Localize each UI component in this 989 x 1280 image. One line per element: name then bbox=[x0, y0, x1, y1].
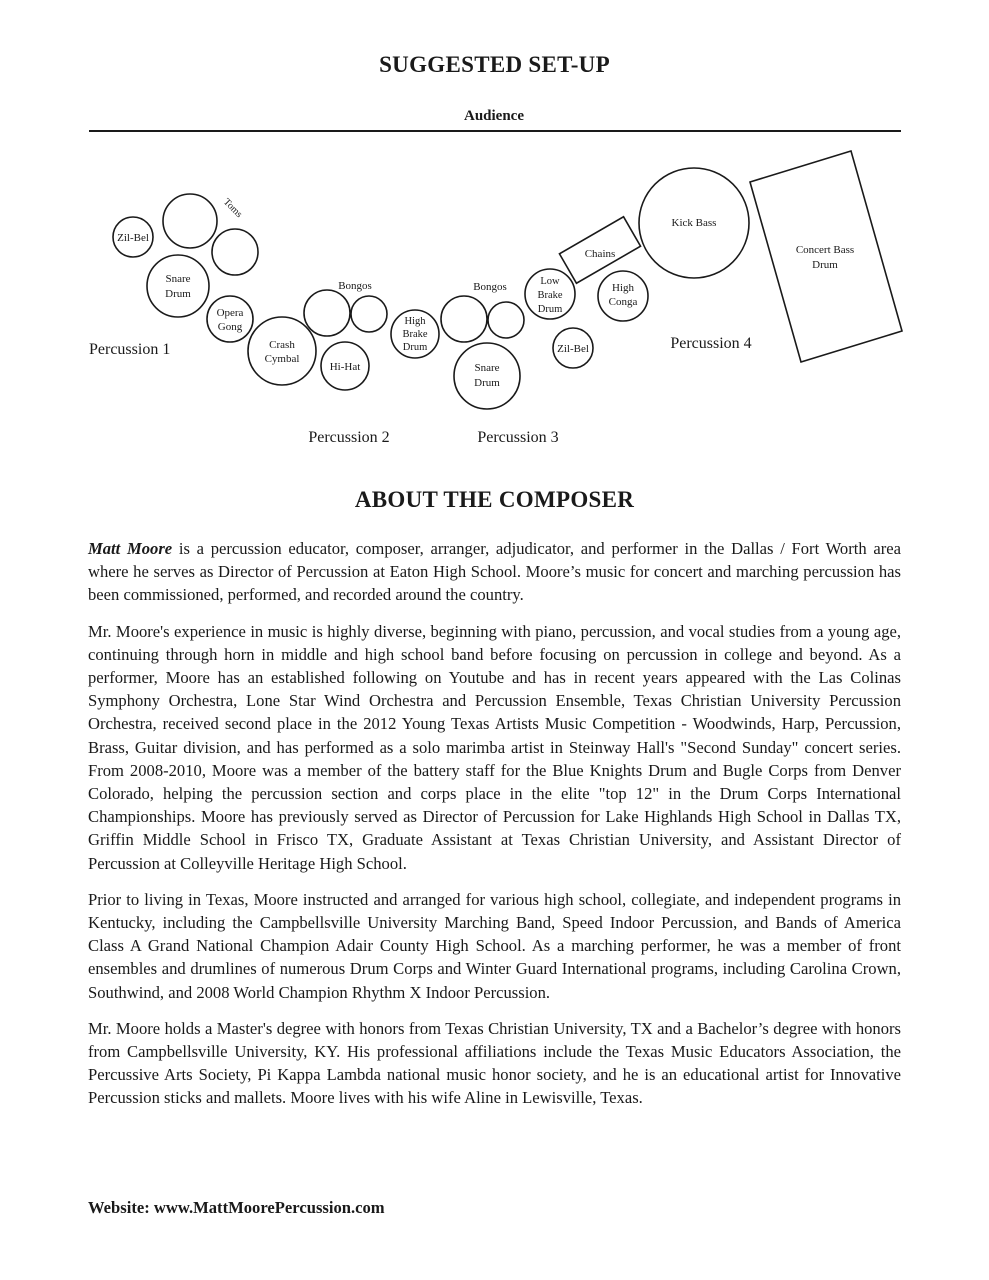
concert-bass-drum-label: Concert Bass bbox=[795, 244, 855, 256]
tom-2 bbox=[212, 229, 258, 275]
snare-drum-3-label: Snare bbox=[474, 362, 500, 374]
bongo-3-small bbox=[488, 302, 524, 338]
snare-drum-1 bbox=[147, 255, 209, 317]
bongos-2-label: Bongos bbox=[338, 280, 372, 292]
crash-cymbal-label: Cymbal bbox=[264, 353, 300, 365]
snare-drum-1-label: Drum bbox=[165, 288, 191, 300]
setup-title: SUGGESTED SET-UP bbox=[379, 52, 610, 77]
composer-bio bbox=[88, 537, 901, 1123]
high-brake-drum-label: Brake bbox=[402, 329, 428, 340]
tom-1 bbox=[163, 194, 217, 248]
hi-hat-label: Hi-Hat bbox=[329, 361, 361, 373]
low-brake-drum-label: Brake bbox=[537, 290, 563, 301]
percussion-4-label: Percussion 4 bbox=[670, 335, 752, 352]
snare-drum-3 bbox=[454, 343, 520, 409]
chains-label: Chains bbox=[584, 248, 616, 260]
bongos-3-label: Bongos bbox=[473, 281, 507, 293]
bio-paragraph-3: Prior to living in Texas, Moore instructed and arranged for various high school, collegiate, and independent programs in Kentucky, including the Campbellsville University Marching Band, Speed Indoor Percussion, and Bands of America Class A Grand National Champion Adair County High School. As a marching performer, he was a member of front ensembles and drumlines of numerous Drum Corps and Winter Guard International programs, including Carolina Crown, Southwind, and 2008 World Champion Rhythm X Indoor Percussion. bbox=[88, 889, 901, 1002]
zil-bel-3-label: Zil-Bel bbox=[557, 343, 589, 355]
high-brake-drum-label: High bbox=[404, 316, 426, 327]
percussion-3-label: Percussion 3 bbox=[477, 429, 559, 446]
percussion-2-label: Percussion 2 bbox=[308, 429, 390, 446]
crash-cymbal bbox=[248, 317, 316, 385]
bongo-2-small bbox=[351, 296, 387, 332]
percussion-1-label: Percussion 1 bbox=[89, 341, 171, 358]
about-heading: ABOUT THE COMPOSER bbox=[354, 487, 635, 512]
snare-drum-1-label: Snare bbox=[165, 273, 191, 285]
low-brake-drum-label: Drum bbox=[537, 304, 563, 315]
bio-paragraph-1-text: is a percussion educator, composer, arranger, adjudicator, and performer in the Dallas / Fort Worth area where he serves as Director of Percussion at Eaton High School. Moore’s music for concert and marching percussion has been commissioned, performed, and recorded around the country. bbox=[88, 539, 902, 605]
opera-gong-label: Opera bbox=[216, 307, 244, 319]
bio-paragraph-4: Mr. Moore holds a Master's degree with honors from Texas Christian University, TX and a Bachelor’s degree with honors from Campbellsville University, KY. His professional affiliations include the Texas Music Educators Association, the Percussive Arts Society, Pi Kappa Lambda national music honor society, and he is an educational artist for Innovative Percussion sticks and mallets. Moore lives with his wife Aline in Lewisville, Texas. bbox=[88, 1018, 901, 1108]
bongo-2-large bbox=[304, 290, 350, 336]
bio-paragraph-2: Mr. Moore's experience in music is highly diverse, beginning with piano, percussion, and vocal studies from a young age, continuing through horn in middle and high school band before focusing on percussion in college and beyond. As a performer, Moore has an established following on Youtube and has in recent years appeared with the Las Colinas Symphony Orchestra, Lone Star Wind Orchestra and Percussion Ensemble, Texas Christian University Percussion Orchestra, received second place in the 2012 Young Texas Artists Music Competition - Woodwinds, Harp, Percussion, Brass, Guitar division, and has performed as a solo marimba artist in Steinway Hall's "Second Sunday" concert series. From 2008-2010, Moore was a member of the battery staff for the Blue Knights Drum and Bugle Corps from Denver Colorado, helping the percussion section and corps place in the elite "top 12" in the Drum Corps International Championships. Moore has previously served as Director of Percussion for Lake Highlands High School in Dallas TX, Griffin Middle School in Frisco TX, Graduate Assistant at Texas Christian University, and Assistant Director of Percussion at Colleyville Heritage High School. bbox=[88, 621, 901, 873]
audience-label: Audience bbox=[464, 108, 524, 124]
concert-bass-drum-label: Drum bbox=[812, 259, 838, 271]
toms-label: Toms bbox=[220, 196, 245, 221]
bio-paragraph-1 bbox=[88, 537, 901, 607]
concert-bass-drum bbox=[750, 151, 902, 362]
high-brake-drum-label: Drum bbox=[402, 342, 428, 353]
kick-bass-label: Kick Bass bbox=[671, 217, 717, 229]
opera-gong-label: Gong bbox=[217, 321, 243, 333]
crash-cymbal-label: Crash bbox=[269, 339, 295, 351]
high-conga-label: Conga bbox=[608, 296, 638, 308]
setup-diagram bbox=[0, 0, 989, 460]
composer-name: Matt Moore bbox=[88, 539, 173, 558]
bongo-3-large bbox=[441, 296, 487, 342]
opera-gong bbox=[207, 296, 253, 342]
high-conga-label: High bbox=[612, 282, 634, 294]
low-brake-drum-label: Low bbox=[540, 276, 560, 287]
zil-bel-1-label: Zil-Bel bbox=[117, 232, 149, 244]
snare-drum-3-label: Drum bbox=[474, 377, 500, 389]
website-line: Website: www.MattMoorePercussion.com bbox=[88, 1198, 385, 1217]
